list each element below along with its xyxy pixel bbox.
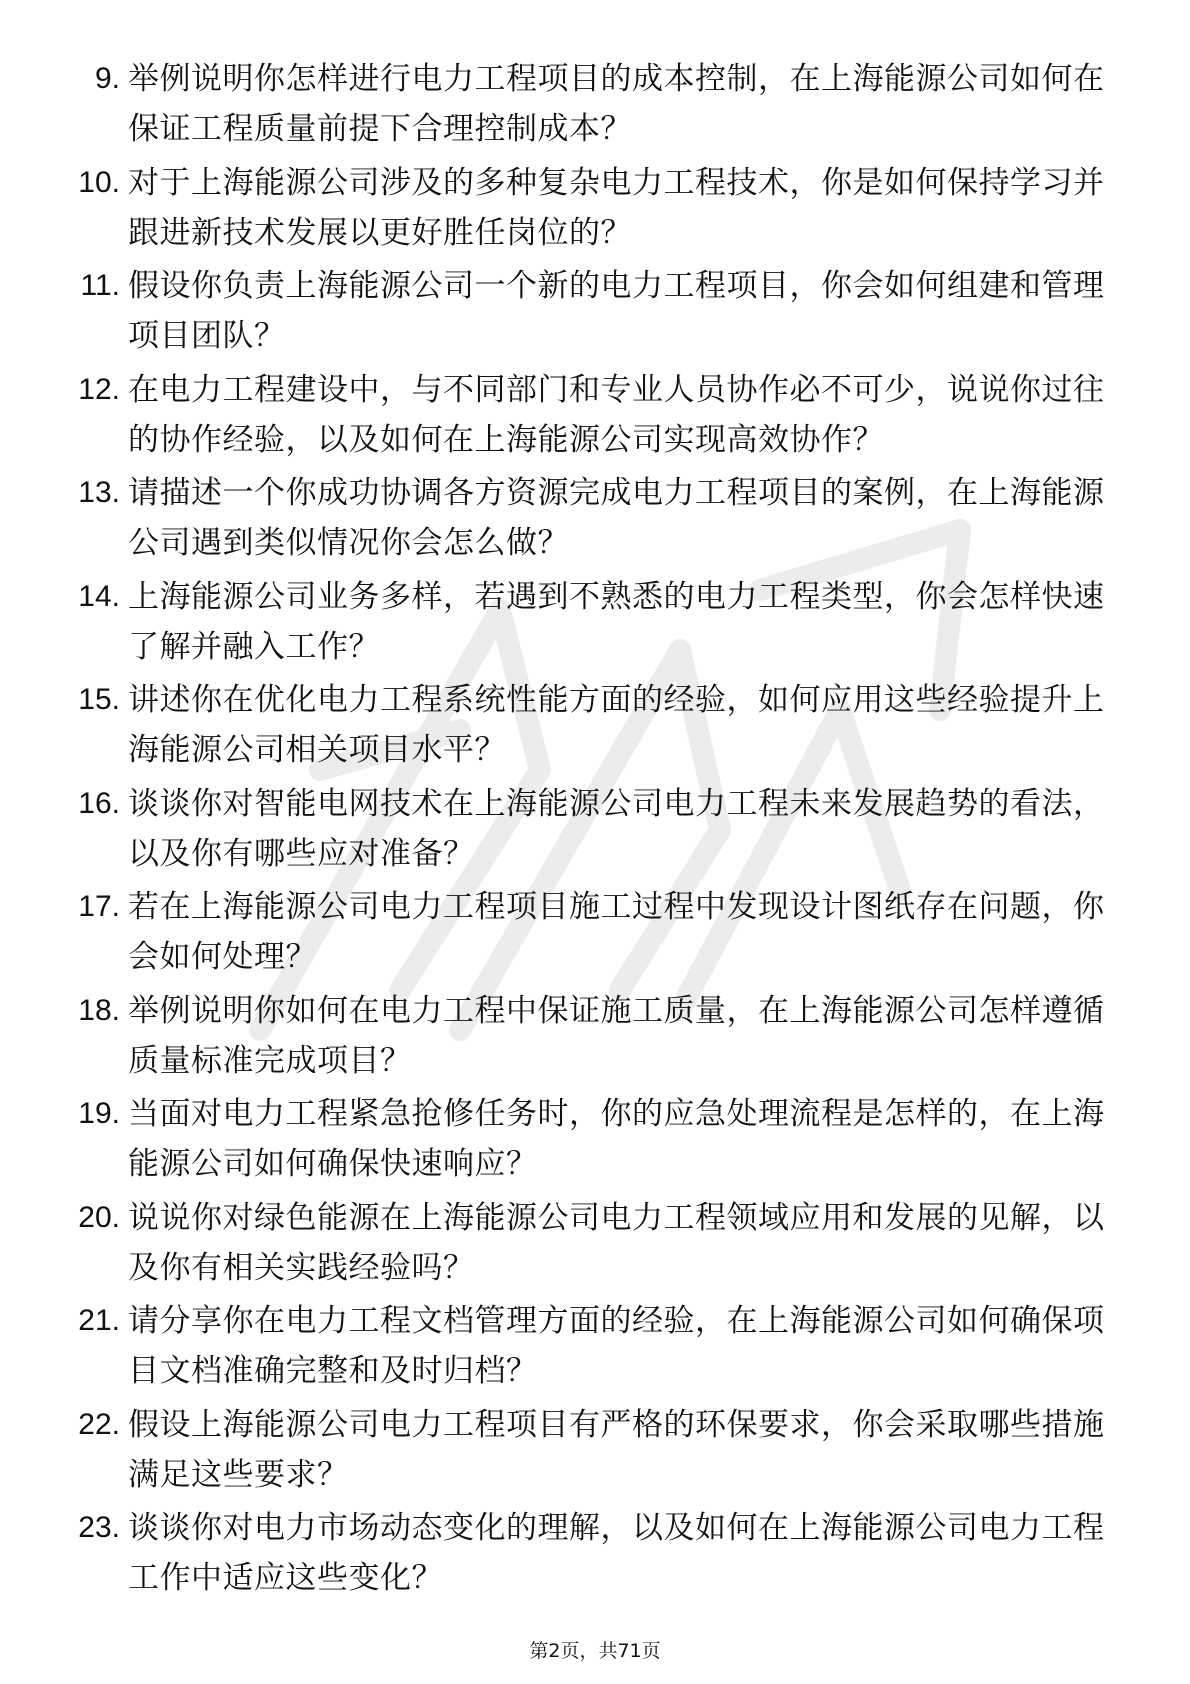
list-item <box>0 1083 1190 1187</box>
question-text: 请分享你在电力工程文档管理方面的经验，在上海能源公司如何确保项目文档准确完整和及时归档？ <box>128 1303 1105 1389</box>
question-number: 9. <box>94 62 120 95</box>
question-text: 说说你对绿色能源在上海能源公司电力工程领域应用和发展的见解，以及你有相关实践经验吗？ <box>128 1199 1105 1286</box>
question-number: 21. <box>78 1304 120 1337</box>
list-item <box>0 462 1190 566</box>
question-text: 当面对电力工程紧急抢修任务时，你的应急处理流程是怎样的，在上海能源公司如何确保快速响应？ <box>128 1096 1105 1182</box>
question-number: 17. <box>78 890 120 923</box>
question-list <box>0 48 1190 1601</box>
list-item <box>0 980 1190 1084</box>
question-number: 18. <box>78 993 120 1027</box>
list-item <box>0 773 1190 877</box>
list-item <box>0 566 1190 670</box>
question-text: 讲述你在优化电力工程系统性能方面的经验，如何应用这些经验提升上海能源公司相关项目水平？ <box>128 682 1105 768</box>
question-text: 假设你负责上海能源公司一个新的电力工程项目，你会如何组建和管理项目团队？ <box>128 268 1105 354</box>
question-number: 10. <box>78 165 120 199</box>
question-number: 16. <box>78 786 120 820</box>
question-text: 谈谈你对电力市场动态变化的理解，以及如何在上海能源公司电力工程工作中适应这些变化？ <box>128 1510 1105 1596</box>
list-item <box>0 359 1190 463</box>
question-number: 12. <box>78 372 120 406</box>
list-item <box>0 669 1190 773</box>
question-number: 13. <box>78 476 120 509</box>
question-number: 22. <box>78 1407 120 1441</box>
question-text: 若在上海能源公司电力工程项目施工过程中发现设计图纸存在问题，你会如何处理？ <box>128 889 1105 975</box>
question-number: 20. <box>78 1200 120 1234</box>
question-text: 上海能源公司业务多样，若遇到不熟悉的电力工程类型，你会怎样快速了解并融入工作？ <box>128 578 1105 665</box>
list-item <box>0 1394 1190 1498</box>
question-number: 23. <box>78 1511 120 1544</box>
question-number: 11. <box>80 269 120 302</box>
question-number: 14. <box>78 579 120 613</box>
question-text: 假设上海能源公司电力工程项目有严格的环保要求，你会采取哪些措施满足这些要求？ <box>128 1406 1105 1493</box>
list-item <box>0 152 1190 256</box>
question-text: 举例说明你如何在电力工程中保证施工质量，在上海能源公司怎样遵循质量标准完成项目？ <box>128 992 1105 1079</box>
list-item <box>0 876 1190 980</box>
list-item <box>0 255 1190 359</box>
question-text: 对于上海能源公司涉及的多种复杂电力工程技术，你是如何保持学习并跟进新技术发展以更好胜任岗位的？ <box>128 164 1105 251</box>
list-item <box>0 1187 1190 1291</box>
question-text: 在电力工程建设中，与不同部门和专业人员协作必不可少，说说你过往的协作经验，以及如何在上海能源公司实现高效协作？ <box>128 371 1105 458</box>
question-text: 请描述一个你成功协调各方资源完成电力工程项目的案例，在上海能源公司遇到类似情况你会怎么做？ <box>128 475 1105 561</box>
page-footer: 第2页，共71页 <box>529 1640 661 1662</box>
list-item <box>0 1290 1190 1394</box>
list-item <box>0 48 1190 152</box>
list-item <box>0 1497 1190 1601</box>
question-text: 谈谈你对智能电网技术在上海能源公司电力工程未来发展趋势的看法，以及你有哪些应对准备？ <box>128 785 1105 872</box>
question-text: 举例说明你怎样进行电力工程项目的成本控制，在上海能源公司如何在保证工程质量前提下合理控制成本？ <box>128 61 1105 147</box>
question-number: 15. <box>78 683 120 716</box>
question-number: 19. <box>78 1097 120 1130</box>
